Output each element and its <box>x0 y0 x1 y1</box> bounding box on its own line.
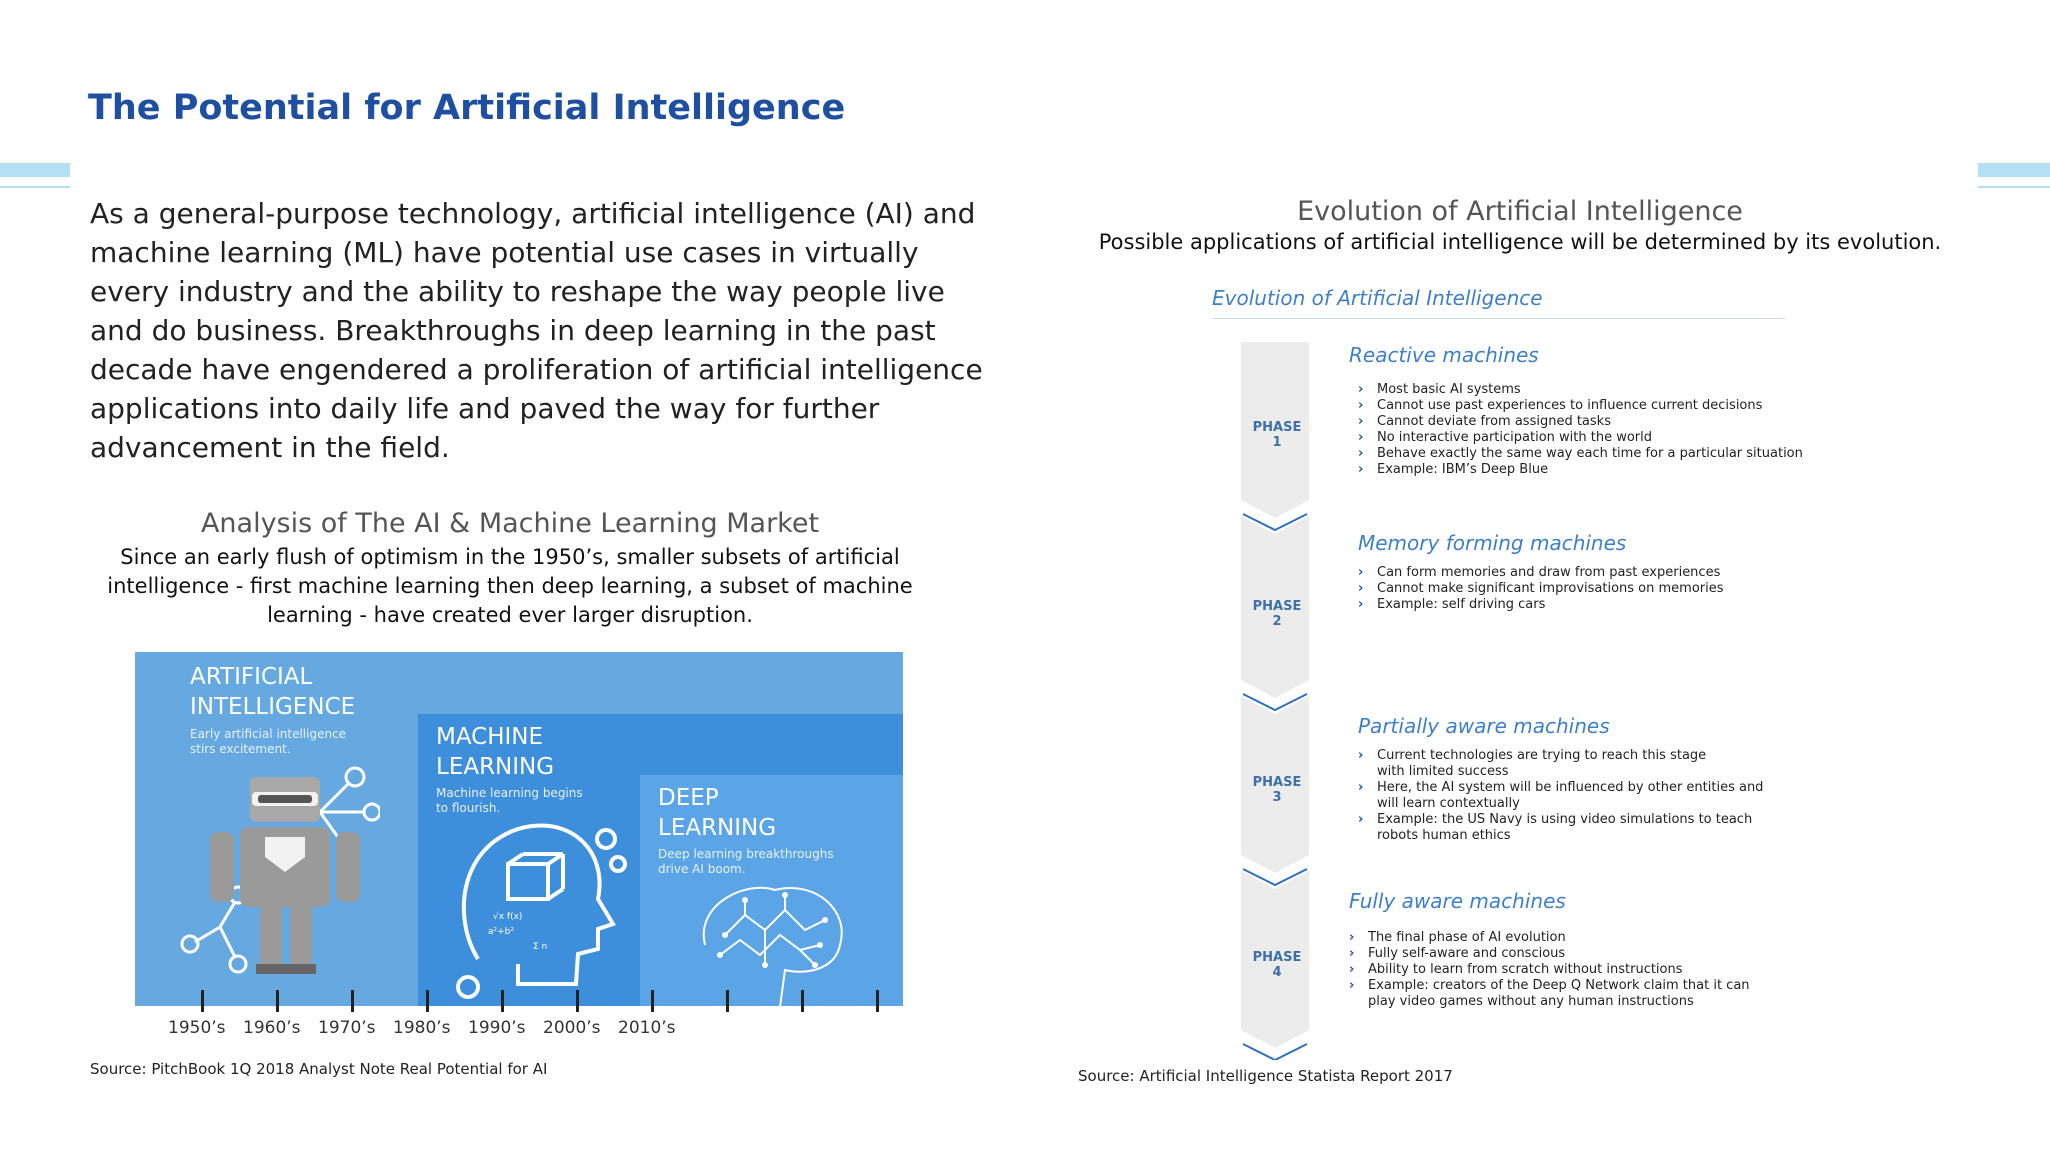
dl-heading: DEEP LEARNING <box>658 785 777 841</box>
chevron-right-icon: › <box>1349 978 1355 993</box>
list-item: › Behave exactly the same way each time for a particular situation <box>1358 446 1803 461</box>
timeline-tick <box>351 990 354 1012</box>
evolution-heading: Evolution of Artificial Intelligence <box>1212 286 1543 310</box>
phase-1-name: Reactive machines <box>1349 343 1539 367</box>
timeline-label: 2010’s <box>618 1018 676 1038</box>
left-panel-subtitle: Since an early flush of optimism in the 1950’s, smaller subsets of artificial intelligence - first machine learning then deep learning, a subset of machine learning - have created ever larger disruption. <box>107 545 913 627</box>
phase-4-label: PHASE 4 <box>1252 950 1302 980</box>
deep-learning-panel <box>640 775 903 1007</box>
right-panel-title: Evolution of Artificial Intelligence <box>1297 196 1743 227</box>
timeline-label: 1960’s <box>243 1018 301 1038</box>
list-item: › Ability to learn from scratch without instructions <box>1349 962 1683 977</box>
right-panel-subtitle: Possible applications of artificial intelligence will be determined by its evolution. <box>1098 230 1942 254</box>
right-source-note: Source: Artificial Intelligence Statista Report 2017 <box>1078 1067 1453 1085</box>
chevron-right-icon: › <box>1358 446 1364 461</box>
phase-2-label: PHASE 2 <box>1252 599 1302 629</box>
head-with-formulas-icon <box>448 809 628 1007</box>
timeline-axis <box>135 1006 903 1009</box>
list-item: › Example: self driving cars <box>1358 597 1546 612</box>
dl-description: Deep learning breakthroughs drive AI boom. <box>658 847 834 876</box>
header-decoration-left <box>0 163 70 177</box>
list-item: › Most basic AI systems <box>1358 382 1521 397</box>
chevron-right-icon: › <box>1358 597 1364 612</box>
phase-3-label: PHASE 3 <box>1252 775 1302 805</box>
phase-3-name: Partially aware machines <box>1358 714 1610 738</box>
svg-text:Σ n: Σ n <box>533 942 548 952</box>
timeline-label: 1980’s <box>393 1018 451 1038</box>
chevron-right-icon: › <box>1358 382 1364 397</box>
header-decoration-right-line <box>1978 186 2050 188</box>
brain-circuit-icon <box>685 875 855 1007</box>
chevron-right-icon: › <box>1349 946 1355 961</box>
timeline-tick <box>726 990 729 1012</box>
timeline-tick <box>276 990 279 1012</box>
robot-icon <box>180 752 380 992</box>
phase-4-name: Fully aware machines <box>1349 889 1566 913</box>
timeline-label: 1970’s <box>318 1018 376 1038</box>
ai-heading: ARTIFICIAL INTELLIGENCE <box>190 664 356 720</box>
list-item: › Cannot use past experiences to influence current decisions <box>1358 398 1763 413</box>
list-item: › Example: the US Navy is using video simulations to teach robots human ethics <box>1358 812 1753 843</box>
phase-1-label: PHASE 1 <box>1252 420 1302 450</box>
list-item: › The final phase of AI evolution <box>1349 930 1566 945</box>
phase-2-bullets <box>1358 565 1724 613</box>
phase-2-name: Memory forming machines <box>1358 531 1627 555</box>
chevron-right-icon: › <box>1358 581 1364 596</box>
header-decoration-left-line <box>0 186 70 188</box>
chevron-right-icon: › <box>1358 462 1364 477</box>
list-item: › Cannot make significant improvisations on memories <box>1358 581 1724 596</box>
page-title: The Potential for Artificial Intelligence <box>88 88 846 128</box>
phase-1-bullets <box>1358 382 1803 478</box>
chevron-right-icon: › <box>1358 398 1364 413</box>
evolution-heading-rule <box>1212 318 1785 319</box>
list-item: › Example: creators of the Deep Q Network claim that it can play video games without any human instructions <box>1349 978 1750 1009</box>
list-item: › Cannot deviate from assigned tasks <box>1358 414 1611 429</box>
phase-4-bullets <box>1349 930 1750 1010</box>
chevron-right-icon: › <box>1358 812 1364 827</box>
chevron-right-icon: › <box>1349 962 1355 977</box>
left-source-note: Source: PitchBook 1Q 2018 Analyst Note Real Potential for AI <box>90 1060 548 1078</box>
chevron-right-icon: › <box>1358 748 1364 763</box>
chevron-right-icon: › <box>1358 414 1364 429</box>
timeline-label: 1950’s <box>168 1018 226 1038</box>
timeline-tick <box>501 990 504 1012</box>
timeline-label: 2000’s <box>543 1018 601 1038</box>
timeline-tick <box>426 990 429 1012</box>
timeline-tick <box>651 990 654 1012</box>
ai-description: Early artificial intelligence stirs excitement. <box>190 727 347 756</box>
list-item: › Example: IBM’s Deep Blue <box>1358 462 1549 477</box>
left-panel-title: Analysis of The AI & Machine Learning Market <box>200 508 820 539</box>
list-item: › Current technologies are trying to reach this stage with limited success <box>1358 748 1707 779</box>
list-item: › No interactive participation with the world <box>1358 430 1653 445</box>
ml-heading: MACHINE LEARNING <box>436 724 555 780</box>
timeline-label: 1990’s <box>468 1018 526 1038</box>
timeline-tick <box>201 990 204 1012</box>
intro-paragraph: As a general-purpose technology, artificial intelligence (AI) and machine learning (ML) have potential use cases in virtually every industry and the ability to reshape the way people live and do business. Breakthroughs in deep learning in the past decade have engendered a proliferation of artificial intelligence applications into daily life and paved the way for further advancement in the field. <box>90 197 983 464</box>
svg-text:a²+b²: a²+b² <box>488 927 514 937</box>
ai-ml-dl-illustration <box>135 652 903 1007</box>
phase-3-bullets <box>1358 748 1763 844</box>
list-item: › Can form memories and draw from past experiences <box>1358 565 1721 580</box>
chevron-right-icon: › <box>1358 430 1364 445</box>
svg-text:√x f(x): √x f(x) <box>493 912 523 922</box>
ml-description: Machine learning begins to flourish. <box>436 786 583 815</box>
chevron-right-icon: › <box>1358 565 1364 580</box>
list-item: › Here, the AI system will be influenced by other entities and will learn contextually <box>1358 780 1764 811</box>
chevron-right-icon: › <box>1349 930 1355 945</box>
timeline-tick <box>801 990 804 1012</box>
chevron-right-icon: › <box>1358 780 1364 795</box>
timeline-tick <box>576 990 579 1012</box>
timeline-tick <box>876 990 879 1012</box>
list-item: › Fully self-aware and conscious <box>1349 946 1566 961</box>
header-decoration-right <box>1978 163 2050 177</box>
